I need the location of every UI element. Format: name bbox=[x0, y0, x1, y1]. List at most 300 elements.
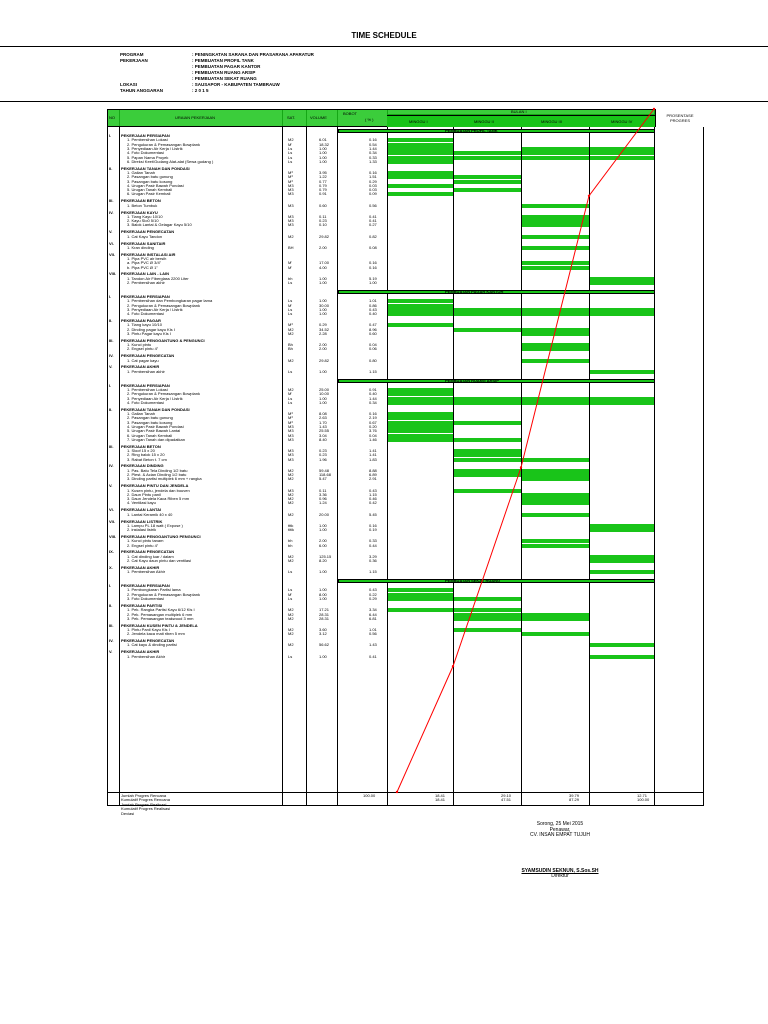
item-bobot: 0.29 bbox=[369, 596, 377, 602]
header-value: : PEMBUATAN SEKAT RUANG bbox=[192, 76, 257, 81]
item-bobot: 0.16 bbox=[369, 260, 377, 266]
header-value: : SAUSAPOR - KABUPATEN TAMBRAUW bbox=[192, 82, 280, 87]
item-name: 2. instalasi listrik bbox=[127, 527, 157, 533]
item-name: 1. Galian Tanah bbox=[127, 411, 155, 417]
item-volume: 1.00 bbox=[319, 150, 327, 156]
item-name: 2. Pengukuran & Pemasangan Bowplank bbox=[127, 591, 200, 597]
item-sat: Ls bbox=[288, 311, 293, 317]
section-title: PEMBUATAN SEKAT RUANG bbox=[445, 578, 501, 584]
header-key: LOKASI bbox=[120, 82, 138, 87]
item-name: 1. Pembersihan Lokasi bbox=[127, 386, 168, 392]
sign-role: Penawar, bbox=[549, 827, 571, 833]
group-name: PEKERJAAN BETON bbox=[121, 198, 161, 204]
group-name: PEKERJAAN TANAH DAN PONDASI bbox=[121, 165, 190, 171]
item-bobot: 0.40 bbox=[369, 311, 377, 317]
item-sat: M³ bbox=[288, 174, 293, 180]
item-name: 1. Pas. Batu Tela Dinding 1/2 batu bbox=[127, 467, 188, 473]
item-sat: tttk bbox=[288, 522, 294, 528]
s-curve bbox=[107, 109, 704, 818]
item-volume: 28.31 bbox=[319, 615, 330, 621]
item-name: 2. Ring balok 15 x 20 bbox=[127, 452, 165, 458]
item-sat: Bh bbox=[288, 346, 293, 352]
group-no: III. bbox=[109, 337, 114, 343]
item-sat: M3 bbox=[288, 191, 294, 197]
item-bobot: 6.44 bbox=[369, 611, 377, 617]
item-sat: M2 bbox=[288, 233, 294, 239]
item-name: 1. Pembongkaran Partisi lama bbox=[127, 587, 181, 593]
s-curve-point bbox=[588, 195, 590, 197]
s-curve-point bbox=[396, 791, 398, 793]
header-row bbox=[120, 52, 314, 57]
item-bobot: 0.43 bbox=[369, 306, 377, 312]
group-name: PEKERJAAN PINTU DAN JENDELA bbox=[121, 483, 189, 489]
item-bobot: 1.41 bbox=[369, 452, 377, 458]
item-name: 5. Papan Nama Proyek bbox=[127, 154, 169, 160]
item-sat: Ls bbox=[288, 280, 293, 286]
item-volume: 56.62 bbox=[319, 642, 330, 648]
header-value: : PENINGKATAN SARANA DAN PRASARANA APARATUR bbox=[192, 52, 314, 57]
header-value: : 2 0 1 5 bbox=[192, 88, 209, 93]
item-name: 1. Tiang kayu 10/10 bbox=[127, 322, 162, 328]
item-sat: Ls bbox=[288, 587, 293, 593]
item-name: 2. Kayu Slo0 5/10 bbox=[127, 218, 159, 224]
item-sat: M' bbox=[288, 591, 293, 597]
item-sat: bh bbox=[288, 538, 293, 544]
item-name: 1. Kran dinding bbox=[127, 244, 154, 250]
item-sat: M2 bbox=[288, 491, 294, 497]
item-volume: 8.20 bbox=[319, 558, 327, 564]
group-name: PEKERJAAN DINDING bbox=[121, 463, 164, 469]
item-volume: 0.10 bbox=[319, 222, 327, 228]
sign-name: SYAMSUDIN SEKNUN, S.Sos.SH bbox=[521, 868, 599, 874]
group-no: VI. bbox=[109, 240, 114, 246]
group-name: PEKERJAAN AKHIR bbox=[121, 564, 160, 570]
item-bobot: 0.42 bbox=[369, 500, 377, 506]
item-sat: M2 bbox=[288, 511, 294, 517]
item-sat: M2 bbox=[288, 553, 294, 559]
item-sat: Ls bbox=[288, 306, 293, 312]
item-bobot: 1.83 bbox=[369, 456, 377, 462]
item-name: 5. Urugan Pasir Bawah Lantai bbox=[127, 428, 181, 434]
item-sat: M2 bbox=[288, 467, 294, 473]
group-no: III. bbox=[109, 622, 114, 628]
group-name: PEKERJAAN INSTALASI AIR bbox=[121, 251, 176, 257]
group-name: PEKERJAAN SANITAIR bbox=[121, 240, 166, 246]
item-name: 1. Sloof 15 x 20 bbox=[127, 448, 155, 453]
item-bobot: 0.41 bbox=[369, 653, 377, 659]
item-sat: M³ bbox=[288, 169, 293, 175]
item-bobot: 3.29 bbox=[369, 553, 377, 559]
item-name: 1. Pembersihan Akhir bbox=[127, 653, 166, 659]
item-volume: 3.60 bbox=[319, 627, 327, 632]
item-bobot: 0.34 bbox=[369, 150, 377, 156]
project-header bbox=[0, 46, 768, 102]
item-sat: M' bbox=[288, 141, 293, 147]
group-no: X. bbox=[109, 564, 113, 570]
item-name: 1. Cat dinding luar / dalam bbox=[127, 553, 174, 559]
item-name: 1. Pintu Panil Kayu Kls I bbox=[127, 627, 170, 632]
group-name: PEKERJAAN PERSIAPAN bbox=[121, 133, 170, 138]
item-volume: 29.82 bbox=[319, 357, 330, 363]
footer-week-value: 100.00 bbox=[637, 797, 650, 803]
item-bobot: 0.91 bbox=[369, 386, 377, 392]
footer-week-value: 87.29 bbox=[569, 797, 580, 803]
item-bobot: 0.33 bbox=[369, 154, 377, 160]
group-no: IV. bbox=[109, 463, 114, 469]
item-volume: 125.15 bbox=[319, 553, 332, 559]
item-sat: Ls bbox=[288, 569, 293, 575]
item-name: 1. Beton Tumbuk bbox=[127, 202, 158, 208]
item-sat: Ls bbox=[288, 158, 293, 164]
header-row bbox=[120, 70, 255, 75]
group-name: PEKERJAAN AKHIR bbox=[121, 364, 160, 370]
group-name: PEKERJAAN LAIN - LAIN bbox=[121, 271, 170, 277]
item-sat: M2 bbox=[288, 386, 294, 392]
item-bobot: 0.67 bbox=[369, 419, 377, 425]
week4-label: MINGGU IV bbox=[611, 119, 633, 124]
item-sat: M' bbox=[288, 260, 293, 266]
item-sat: M2 bbox=[288, 472, 294, 478]
group-no: IV. bbox=[109, 209, 114, 215]
group-no: I. bbox=[109, 293, 112, 299]
item-sat: M³ bbox=[288, 411, 293, 417]
header-row bbox=[120, 76, 257, 81]
item-name: b. Pipa PVC Ø 1" bbox=[127, 264, 158, 270]
item-sat: M2 bbox=[288, 615, 294, 621]
item-name: 4. Urugan Pasir Bawah Pondasi bbox=[127, 182, 184, 188]
item-sat: M3 bbox=[288, 218, 294, 224]
item-bobot: 0.20 bbox=[369, 423, 377, 429]
item-bobot: 1.44 bbox=[369, 395, 377, 401]
item-name: 2. Pembersihan akhir bbox=[127, 280, 165, 286]
item-name: 6. Direksi Keet/Gudang Alat-alat (Sewa gudang ) bbox=[127, 158, 214, 164]
item-name: 3. Balok Lantai & Gelagar Kayu 5/10 bbox=[127, 222, 192, 228]
item-volume: 0.11 bbox=[319, 213, 327, 219]
item-bobot: 0.36 bbox=[369, 558, 377, 564]
group-no: III. bbox=[109, 443, 114, 449]
group-name: PEKERJAAN LANTAI bbox=[121, 507, 162, 513]
item-sat: M' bbox=[288, 302, 293, 308]
footer-label: Kumulatif Progres Realisasi bbox=[121, 806, 171, 812]
s-curve-point bbox=[520, 466, 522, 468]
item-sat: Ls bbox=[288, 154, 293, 160]
footer-label: Jumlah Progres Realisasi bbox=[121, 801, 167, 807]
item-name: 1. Kusen pintu, jendela dan bouven bbox=[127, 487, 190, 493]
header-key: TAHUN ANGGARAN bbox=[120, 88, 163, 93]
item-bobot: 0.56 bbox=[369, 202, 377, 208]
item-name: 3. Penyediaan Air Kerja / Listrik bbox=[127, 145, 183, 151]
item-name: a. Pipa PVC Ø 3/4" bbox=[127, 260, 162, 266]
item-sat: M2 bbox=[288, 137, 294, 143]
group-no: II. bbox=[109, 602, 113, 608]
item-name: 3. Dinding partisi multiplek 6 mm + rangka bbox=[127, 476, 202, 482]
item-bobot: 1.44 bbox=[369, 145, 377, 151]
item-name: 2. Pasangan batu gunung bbox=[127, 174, 173, 180]
item-bobot: 0.03 bbox=[369, 182, 377, 188]
item-sat: M2 bbox=[288, 330, 294, 336]
item-bobot: 0.80 bbox=[369, 357, 377, 363]
item-name: 1. Pembersihan Akhir bbox=[127, 569, 166, 575]
group-name: PEKERJAAN PENGECATAN bbox=[121, 549, 175, 555]
item-sat: M3 bbox=[288, 487, 294, 493]
footer-week-value: 29.10 bbox=[501, 793, 512, 798]
item-bobot: 0.22 bbox=[369, 591, 377, 597]
item-volume: 1.00 bbox=[319, 587, 327, 593]
item-volume: 1.00 bbox=[319, 311, 327, 317]
item-name: 3. Pasangan batu kosong bbox=[127, 419, 173, 425]
item-name: 3. Daun Jendela Kaca Riben 5 mm bbox=[127, 496, 190, 502]
group-no: V. bbox=[109, 229, 113, 235]
item-bobot: 3.34 bbox=[369, 607, 377, 613]
item-name: 1. Lampu PL 18 watt ( Expose ) bbox=[127, 522, 183, 528]
item-sat: M2 bbox=[288, 631, 294, 637]
item-bobot: 0.43 bbox=[369, 487, 377, 493]
footer-week-value: 47.51 bbox=[501, 797, 512, 803]
item-sat: M2 bbox=[288, 496, 294, 502]
item-volume: 34.52 bbox=[319, 326, 330, 332]
item-volume: 0.79 bbox=[319, 182, 327, 188]
group-no: IX. bbox=[109, 549, 114, 555]
schedule-table bbox=[107, 109, 704, 818]
item-sat: M2 bbox=[288, 476, 294, 482]
item-volume: 17.00 bbox=[319, 260, 330, 266]
item-bobot: 0.46 bbox=[369, 496, 377, 502]
item-name: 1. Kunci pintu tanam bbox=[127, 538, 164, 544]
header-key: PROGRAM bbox=[120, 52, 144, 57]
group-no: VIII. bbox=[109, 271, 117, 277]
item-sat: M2 bbox=[288, 357, 294, 363]
item-volume: 6.01 bbox=[319, 137, 327, 143]
item-volume: 0.79 bbox=[319, 187, 327, 193]
week1-label: MINGGU I bbox=[409, 119, 428, 124]
item-sat: M2 bbox=[288, 627, 294, 632]
group-name: PEKERJAAN LISTRIK bbox=[121, 518, 163, 524]
item-bobot: 1.46 bbox=[369, 436, 377, 442]
item-volume: 1.00 bbox=[319, 653, 327, 659]
col-no-label: NO bbox=[109, 115, 115, 120]
item-sat: M3 bbox=[288, 222, 294, 228]
header-row bbox=[120, 58, 254, 63]
item-volume: 20.00 bbox=[319, 511, 330, 517]
item-volume: 1.00 bbox=[319, 298, 327, 304]
item-name: 2. Engsel pintu 4" bbox=[127, 542, 159, 548]
group-no: VII. bbox=[109, 251, 116, 257]
item-name: 3. Pek. Pemasangan teakwood 3 mm bbox=[127, 615, 194, 621]
item-volume: 1.00 bbox=[319, 306, 327, 312]
item-volume: 17.21 bbox=[319, 607, 330, 613]
item-bobot: 0.16 bbox=[369, 411, 377, 417]
item-name: 1. Galian Tanah bbox=[127, 169, 155, 175]
item-volume: 29.82 bbox=[319, 233, 330, 239]
item-sat: Bh bbox=[288, 342, 293, 348]
group-no: III. bbox=[109, 198, 114, 204]
item-sat: Ls bbox=[288, 150, 293, 156]
item-volume: 3.04 bbox=[319, 432, 327, 438]
group-name: PEKERJAAN KAYU bbox=[121, 209, 158, 215]
item-bobot: 1.43 bbox=[369, 642, 377, 648]
item-bobot: 6.89 bbox=[369, 472, 377, 478]
footer-label: Jumlah Progres Rencana bbox=[121, 793, 167, 798]
item-sat: M2 bbox=[288, 611, 294, 617]
item-sat: M2 bbox=[288, 326, 294, 332]
group-no: II. bbox=[109, 165, 113, 171]
item-name: 2. Pengukuran & Pemasangan Bowplank bbox=[127, 141, 200, 147]
item-bobot: 0.82 bbox=[369, 233, 377, 239]
item-name: 1. Tiang Kayu 10/10 bbox=[127, 213, 163, 219]
item-name: 3. Penyediaan Air Kerja / Listrik bbox=[127, 306, 183, 312]
item-name: 1. Tandon Air Fiberglass 2200 Liter bbox=[127, 275, 189, 281]
item-volume: 25.55 bbox=[319, 428, 330, 434]
item-sat: M2 bbox=[288, 642, 294, 648]
item-volume: 5.47 bbox=[319, 476, 327, 482]
item-bobot: 0.06 bbox=[369, 346, 377, 352]
section-title: PEMBUATAN PROFIL TANK bbox=[445, 128, 498, 133]
section-title: PEMBUATAN PAGAR KANTOR bbox=[445, 288, 504, 294]
item-name: 2. Plest. & Acian Dinding 1/2 batu bbox=[127, 472, 187, 478]
item-bobot: 0.19 bbox=[369, 527, 377, 533]
item-sat: M3 bbox=[288, 456, 294, 462]
item-bobot: 0.54 bbox=[369, 141, 377, 147]
item-bobot: 1.41 bbox=[369, 448, 377, 453]
col-bobot-label: BOBOT bbox=[343, 111, 358, 116]
header-value: : PEMBUATAN RUANG ARSIP bbox=[192, 70, 256, 75]
section-title: PEMBUATAN RUANG ARSIP bbox=[445, 377, 499, 383]
item-sat: M³ bbox=[288, 415, 293, 421]
group-no: V. bbox=[109, 483, 113, 489]
item-bobot: 0.33 bbox=[369, 538, 377, 544]
item-bobot: 2.91 bbox=[369, 476, 377, 482]
col-sat-label: SAT. bbox=[287, 115, 296, 120]
item-name: 4. Foto Dokumentasi bbox=[127, 150, 164, 156]
item-volume: 25.00 bbox=[319, 386, 330, 392]
item-sat: M' bbox=[288, 264, 293, 270]
item-name: 1. Pembersihan akhir bbox=[127, 368, 165, 374]
item-sat: M³ bbox=[288, 419, 293, 425]
item-name: 3. Pasangan batu kosong bbox=[127, 178, 173, 184]
group-name: PEKERJAAN TANAH DAN PONDASI bbox=[121, 406, 190, 412]
item-name: 2. Cat Kayu daun pintu dan ventilasi bbox=[127, 558, 192, 564]
item-bobot: 0.16 bbox=[369, 169, 377, 175]
item-name: 6. Urugan Tanah Kembali bbox=[127, 432, 173, 438]
item-volume: 2.00 bbox=[319, 342, 327, 348]
item-sat: M3 bbox=[288, 187, 294, 193]
item-sat: M2 bbox=[288, 500, 294, 506]
item-bobot: 6.81 bbox=[369, 615, 377, 621]
item-volume: 1.00 bbox=[319, 522, 327, 528]
item-bobot: 5.45 bbox=[369, 511, 377, 517]
item-name: 2. Pengukuran & Pemasangan Bowplank bbox=[127, 391, 200, 397]
s-curve-point bbox=[653, 108, 655, 110]
item-name: 1. Pek. Rangka Partisi Kayu 6/12 Kls I bbox=[127, 607, 195, 613]
item-volume: 0.60 bbox=[319, 202, 327, 208]
item-volume: 1.43 bbox=[319, 423, 327, 429]
sign-position: Direktur bbox=[551, 873, 569, 879]
group-name: PEKERJAAN PAGAR bbox=[121, 318, 161, 324]
item-sat: Ls bbox=[288, 368, 293, 374]
item-sat: bh bbox=[288, 542, 293, 548]
item-bobot: 0.41 bbox=[369, 218, 377, 224]
group-name: PEKERJAAN BETON bbox=[121, 443, 161, 449]
item-bobot: 1.33 bbox=[369, 158, 377, 164]
item-name: 7. Urugan Tanah dan dipadatkan bbox=[127, 436, 185, 442]
item-volume: 1.96 bbox=[319, 456, 327, 462]
item-bobot: 1.51 bbox=[369, 174, 377, 180]
item-volume: 1.00 bbox=[319, 527, 327, 533]
item-bobot: 1.15 bbox=[369, 569, 377, 575]
footer-total: 100.00 bbox=[363, 793, 376, 798]
item-volume: 10.00 bbox=[319, 391, 330, 397]
item-bobot: 0.16 bbox=[369, 264, 377, 270]
group-no: VIII. bbox=[109, 534, 117, 539]
group-name: PEKERJAAN PERSIAPAN bbox=[121, 293, 170, 299]
header-value: : PEMBUATAN PROFIL TANK bbox=[192, 58, 254, 63]
item-volume: 0.91 bbox=[319, 191, 327, 197]
item-bobot: 5.19 bbox=[369, 275, 377, 281]
group-no: I. bbox=[109, 583, 112, 589]
col-volume-label: VOLUME bbox=[310, 115, 327, 120]
item-name: 2. Pasangan batu gunung bbox=[127, 415, 173, 421]
group-name: PEKERJAAN PERSIAPAN bbox=[121, 382, 170, 388]
item-name: 3. Penyediaan Air Kerja / Listrik bbox=[127, 395, 183, 401]
group-name: PEKERJAAN PENGECATAN bbox=[121, 353, 175, 359]
item-volume: 2.00 bbox=[319, 538, 327, 544]
item-volume: 8.08 bbox=[319, 411, 327, 417]
item-sat: M³ bbox=[288, 322, 293, 328]
group-no: VII. bbox=[109, 518, 116, 524]
group-name: PEKERJAAN PARTISI bbox=[121, 602, 163, 608]
group-no: V. bbox=[109, 649, 113, 655]
header-value: : PEMBUATAN PAGAR KANTOR bbox=[192, 64, 261, 69]
item-bobot: 1.01 bbox=[369, 298, 377, 304]
item-volume: 118.68 bbox=[319, 472, 331, 478]
week3-label: MINGGU III bbox=[541, 119, 562, 124]
sign-company: CV. INSAN EMPAT TUJUH bbox=[529, 832, 590, 838]
item-volume: 0.96 bbox=[319, 496, 327, 502]
item-sat: BH bbox=[288, 244, 294, 250]
item-sat: M2 bbox=[288, 607, 294, 613]
item-name: 1. Cat pagar kayu bbox=[127, 357, 159, 363]
item-sat: bh bbox=[288, 275, 293, 281]
month-label: BULAN I bbox=[511, 109, 527, 114]
item-volume: 8.00 bbox=[319, 591, 327, 597]
item-bobot: 0.43 bbox=[369, 587, 377, 593]
item-sat: titik bbox=[288, 527, 294, 533]
footer-week-value: 18.41 bbox=[435, 793, 446, 798]
item-name: 1. Pembersihan Lokasi bbox=[127, 137, 168, 143]
item-name: 4. Ventilasi kayu bbox=[127, 500, 156, 506]
item-volume: 1.00 bbox=[319, 154, 327, 160]
item-sat: M3 bbox=[288, 202, 294, 208]
item-sat: Ls bbox=[288, 395, 293, 401]
group-no: II. bbox=[109, 406, 113, 412]
item-volume: 3.12 bbox=[319, 631, 327, 637]
item-volume: 2.00 bbox=[319, 244, 327, 250]
item-bobot: 0.04 bbox=[369, 432, 377, 438]
item-name: 4. Urugan Pasir Bawah Pondasi bbox=[127, 423, 184, 429]
item-name: 2. Engsel pintu 4" bbox=[127, 346, 159, 352]
item-bobot: 8.96 bbox=[369, 326, 377, 332]
item-bobot: 2.19 bbox=[369, 415, 377, 421]
week2-label: MINGGU II bbox=[474, 119, 494, 124]
item-name: 5. Urugan Tanah Kembali bbox=[127, 187, 173, 193]
group-no: IV. bbox=[109, 638, 114, 644]
item-bobot: 0.44 bbox=[369, 542, 377, 548]
header-row bbox=[120, 88, 209, 93]
item-bobot: 0.60 bbox=[369, 330, 377, 336]
item-volume: 0.77 bbox=[319, 178, 327, 184]
item-name: 4. Foto Dokumentasi bbox=[127, 311, 164, 317]
item-name: 2. Daun Pintu panil bbox=[127, 491, 161, 497]
